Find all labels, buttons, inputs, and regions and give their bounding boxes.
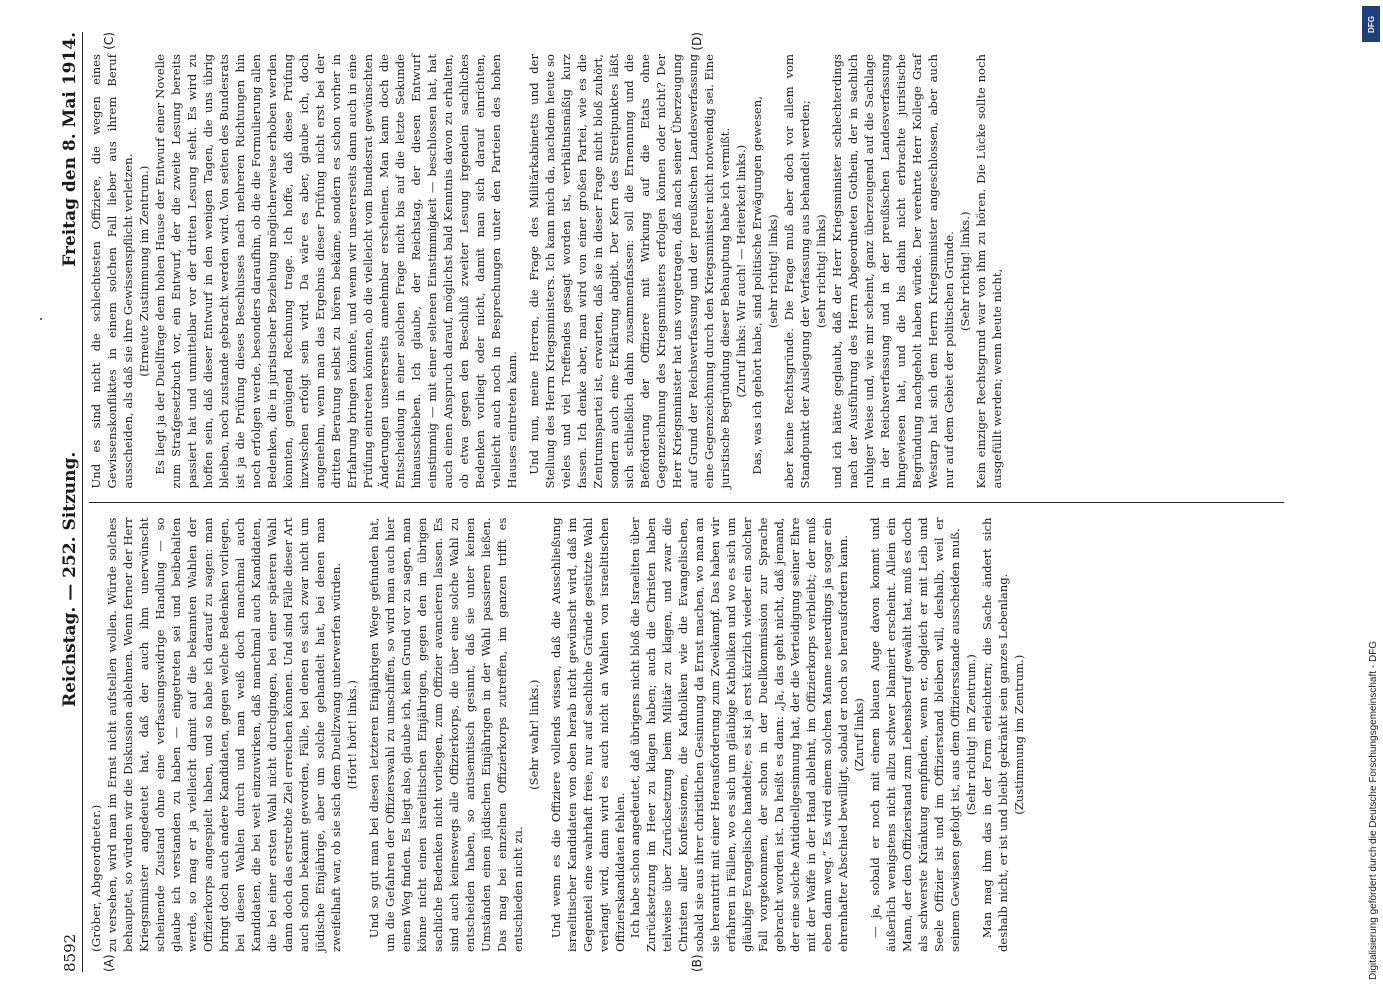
- page-header: [60, 32, 83, 972]
- left-column: [89, 503, 1284, 973]
- columns: [89, 32, 1284, 972]
- page-number: 8592: [61, 933, 79, 972]
- paragraph: — ja, sobald er noch mit einem blauen Auge davon kommt und äußerlich wenigstens nicht allzu schwer blamiert erscheint. Allein ein Mann, der den Offizierstand zum Lebensberuf gewählt hat, muß es doch als schwerste Kränkung empfinden, wenn er, obgleich er mit Leib und Seele Offizier ist und im Offizierstand bleiben will, deshalb, weil er seinem Gewissen gefolgt ist, aus dem Offiziersstande ausscheiden muß.: [868, 517, 963, 952]
- digitization-footer: [1352, 0, 1382, 1000]
- interjection: (sehr richtig! links): [766, 214, 781, 329]
- interjection: (Erneute Zustimmung im Zentrum.): [136, 165, 151, 377]
- margin-marker-d: (D): [690, 32, 704, 51]
- funding-note: Digitalisierung gefördert durch die Deutsche Forschungsgemeinschaft - DFG: [1368, 640, 1379, 980]
- paragraph: Es liegt ja der Duellfrage dem hohen Hause der Entwurf einer Novelle zum Strafgesetzbuch vor, ein Entwurf, der die zweite Lesung bereits passiert hat und unmittelbar vor der dritten Lesung steht. Es wird zu hoffen sein, daß dieser Entwurf in den wenigen Tagen, die uns übrig bleiben, noch zustande gebracht werden wird. Von seiten des Bundesrats ist ja die Prüfung dieses Beschlusses nach mehreren Richtungen hin noch erfolgen werde, besonders daraufhin, ob die die Formulierung allen Bedenken, die in juristischer Beziehung möglicherweise erhoben werden könnten, genügend Rechnung trage. Ich hoffe, daß diese Prüfung inzwischen erfolgt sein wird. Da wäre es aber, glaube ich, doch angenehm, wenn man das Ergebnis dieser Prüfung nicht erst bei der dritten Beratung selbst zu hören bekäme, sondern es schon vorher in Erfahrung bringen könnte, und wenn wir unsererseits dann auch in eine Prüfung eintreten könnten, ob die vielleicht vom Bundesrat gewünschten Änderungen unsererseits annehmbar erscheinen. Man kann doch die Entscheidung in einer solchen Frage nicht bis auf die letzte Sekunde hinausschieben. Ich glaube, der Reichstag, der diesen Entwurf einstimmig — mit einer seltenen Einstimmigkeit — beschlossen hat, hat auch einen Anspruch darauf, möglichst bald Kenntnis davon zu erhalten, ob etwa gegen den Beschluß zweiter Lesung irgendein sachliches Bedenken vorliegt oder nicht, damit man sich darauf einrichten, vielleicht auch noch in Besprechungen unter den Parteien des hohen Hauses eintreten kann.: [152, 54, 519, 489]
- paragraph: zu versehen, wird man im Ernst nicht aufstellen wollen. Würde solches behauptet, so würden wir die Diskussion ablehnen. Wenn ferner der Herr Kriegsminister angedeutet hat, daß der auch ihm unerwünscht scheinende Zustand ohne eine verfassungswidrige Handlung — so glaube ich verstanden zu haben — eingetreten sei und beibehalten werde, so mag er ja vielleicht damit auf die bekannten Wahlen der Offizierkorps angespielt haben, und so habe ich darauf zu sagen: man bringt doch auch andere Kandidaten, gegen welche Bedenken vorliegen, bei diesen Wahlen durch und man weiß doch manchmal auch Kandidaten, die bei weit einzuwirken, daß manchmal auch Kandidaten, die bei einer ersten Wahl nicht durchgingen, bei einer späteren Wahl dann doch das erstrebte Ziel erreichen können. Und sind Fälle dieser Art auch schon bekannt geworden, Fälle, bei denen es sich zwar nicht um jüdische Einjährige, aber um solche gehandelt hat, bei denen man zweifelhaft war, ob sie sich dem Duellzwang unterwerfen würden.: [104, 517, 343, 952]
- margin-marker-c: (C): [102, 32, 116, 50]
- paragraph: und ich hätte geglaubt, daß der Herr Kriegsminister schlechterdings nach der Ausführung des Herrn Abgeordneten Gothein, der in sachlich ruhiger Weise und, wie mir scheint, ganz überzeugend auf die Sachlage in der Reichsverfassung und in der preußischen Landesverfassung hingewiesen hat, und die bis dahin nicht erbrachte juristische Begründung nachgeholt haben würde. Der verehrte Herr Kollege Graf Westarp hat sich dem Herrn Kriegsminister angeschlossen, aber auch nur auf dem Gebiet der politischen Gründe.: [830, 54, 957, 489]
- interjection: (Zuruf links: Wir auch! — Heiterkeit links.): [734, 144, 749, 398]
- paragraph: Und so gut man bei diesen letzteren Einjährigen Wege gefunden hat, um die Gefahren der Offizierswahl zu umschiffen, so wird man auch hier einen Weg finden. Es liegt also, glaube ich, kein Grund vor zu sagen, man könne nicht einen israelitischen Einjährigen, gegen den im übrigen sachliche Bedenken nicht vorliegen, zum Offizier avancieren lassen. Es sind auch keineswegs alle Offizierkorps, die über eine solche Wahl zu entscheiden haben, so antisemitisch gesinnt, daß sie unter keinen Umständen einen jüdischen Einjährigen in der Wahl passieren ließen. Das mag bei einzelnen Offizierkorps zutreffen, im ganzen trifft es entschieden nicht zu.: [366, 517, 525, 952]
- interjection: (Sehr richtig! im Zentrum.): [964, 654, 979, 816]
- interjection: (Sehr richtig! links.): [958, 211, 973, 331]
- dfg-logo-text: DFG: [1366, 15, 1376, 33]
- paragraph: Man mag ihm das in der Form erleichtern; die Sache ändert sich deshalb nicht, er ist und bleibt gekränkt sein ganzes Lebenlang.: [980, 517, 1011, 952]
- dfg-logo: [1362, 6, 1380, 42]
- session-date: Freitag den 8. Mai 1914.: [60, 32, 80, 267]
- speaker-label: (Gröber, Abgeordneter.): [89, 804, 103, 952]
- paragraph: aber keine Rechtsgründe. Die Frage muß aber doch vor allem vom Standpunkt der Auslegung der Verfassung aus behandelt werden;: [782, 54, 813, 489]
- paragraph: Und es sind nicht die schlechtesten Offiziere, die wegen eines Gewissenskonfliktes in einem solchen Fall lieber aus ihrem Beruf ausscheiden, als daß sie ihre Gewissenspflicht verletzen.: [89, 54, 135, 489]
- interjection: (Hört! hört! links.): [344, 680, 359, 790]
- session-title: Reichstag. — 252. Sitzung.: [60, 451, 80, 708]
- interjection: (sehr richtig! links): [814, 214, 829, 329]
- interjection: (Sehr wahr! links.): [526, 679, 541, 790]
- paragraph: Ich habe schon angedeutet, daß übrigens nicht bloß die Israeliten über Zurücksetzung im Heer zu klagen haben; auch die Christen haben teilweise über Zurücksetzung beim Militär zu klagen, und zwar die Christen aller Konfessionen, die Katholiken wie die Evangelischen, sobald sie aus ihrer christlichen Gesinnung da Ernst machen, wo man an sie herantritt mit einer Herausforderung zum Zweikampf. Das haben wir erfahren in Fällen, wo es sich um gläubige Katholiken und wo es sich um gläubige Evangelische handelte; es ist ja erst kürzlich wieder ein solcher Fall vorgekommen, der schon in der Duellkommission zur Sprache gebracht worden ist. Da heißt es dann: „Ja, das geht nicht, daß jemand, der eine solche Antiduellgesinnung hat, der die Verteidigung seiner Ehre mit der Waffe in der Hand ablehnt, im Offizierkorps verbleibt; der muß eben dann weg.“ Es wird einem solchen Manne neuerdings ja sogar ein ehrenhafter Abschied bewilligt, sobald er noch so herausfordern kann.: [628, 517, 851, 952]
- paragraph: Und nun, meine Herren, die Frage des Militärkabinetts und der Stellung des Herrn Kriegsministers. Ich kann mich da, nachdem heute so vieles und viel Treffendes gesagt worden ist, verhältnismäßig kurz fassen. Ich denke aber, man wird von einer großen Partei, wie es die Zentrumspartei ist, erwarten, daß sie in dieser Frage nicht bloß zuhört, sondern auch eine Erklärung abgibt. Der Kern des Streitpunktes läßt sich schließlich dahin zusammenfassen: soll die Ernennung und die Beförderung der Offiziere mit Wirkung auf die Etats ohne Gegenzeichnung des Kriegsministers erfolgen können oder nicht? Der Herr Kriegsminister hat uns vorgetragen, daß nach seiner Überzeugung auf Grund der Reichsverfassung und der preußischen Landesverfassung eine Gegenzeichnung durch den Kriegsminister nicht notwendig sei. Eine juristische Begründung dieser Behauptung habe ich vermißt.: [526, 54, 733, 489]
- margin-marker-b: (B): [690, 954, 704, 972]
- right-column: [89, 32, 1284, 503]
- paragraph: Das, was ich gehört habe, sind politische Erwägungen gewesen,: [750, 96, 765, 475]
- paragraph: Kein einziger Rechtsgrund war von ihm zu hören. Die Lücke sollte noch ausgefüllt werden; wenn heute nicht,: [974, 54, 1005, 489]
- interjection: (Zustimmung im Zentrum.): [1012, 654, 1027, 815]
- margin-marker-a: (A): [102, 954, 116, 972]
- paragraph: Und wenn es die Offiziere vollends wissen, daß die Ausschließung israelitischer Kandidaten von oben herab nicht gewünscht wird, daß im Gegenteil eine wahrhaft freie, nur auf sachliche Gründe gestützte Wahl verlangt wird, dann wird es auch nicht an Wahlen von israelitischen Offizierskandidaten fehlen.: [548, 517, 627, 952]
- interjection: (Zuruf links): [852, 698, 867, 772]
